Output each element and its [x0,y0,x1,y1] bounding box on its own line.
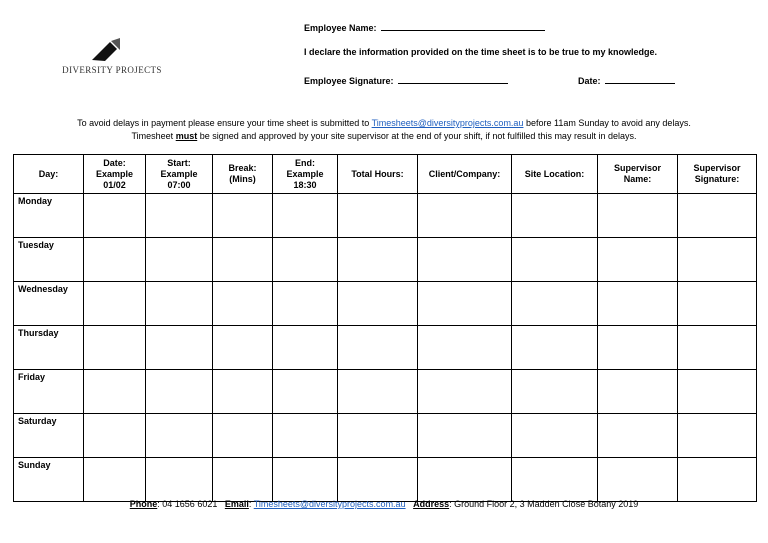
declaration-text: I declare the information provided on the time sheet is to be true to my knowledge. [304,47,658,57]
entry-cell[interactable] [598,282,678,326]
entry-cell[interactable] [598,414,678,458]
column-header: Site Location: [512,155,598,194]
entry-cell[interactable] [338,238,418,282]
column-header: Start: Example 07:00 [146,155,213,194]
table-body [14,194,757,502]
entry-cell[interactable] [598,370,678,414]
entry-cell[interactable] [678,458,757,502]
column-header: End: Example 18:30 [273,155,338,194]
employee-signature-field [304,74,508,86]
entry-cell[interactable] [146,282,213,326]
notice-text-before: To avoid delays in payment please ensure your time sheet is submitted to [77,118,370,128]
entry-cell[interactable] [84,458,146,502]
entry-cell[interactable] [512,370,598,414]
entry-cell[interactable] [418,458,512,502]
entry-cell[interactable] [146,370,213,414]
table-row [14,326,757,370]
address-text: Ground Floor 2, 3 Madden Close Botany 2019 [454,499,639,509]
entry-cell[interactable] [418,326,512,370]
company-logo [52,38,172,83]
footer-email-link[interactable]: Timesheets@diversityprojects.com.au [253,499,406,509]
entry-cell[interactable] [418,282,512,326]
entry-cell[interactable] [338,282,418,326]
entry-cell[interactable] [213,370,273,414]
column-header: Supervisor Signature: [678,155,757,194]
entry-cell[interactable] [678,414,757,458]
day-cell: Saturday [14,414,84,458]
address-label: Address [413,499,450,509]
table-row [14,238,757,282]
entry-cell[interactable] [146,238,213,282]
entry-cell[interactable] [512,238,598,282]
entry-cell[interactable] [418,194,512,238]
entry-cell[interactable] [678,238,757,282]
entry-cell[interactable] [678,282,757,326]
entry-cell[interactable] [512,458,598,502]
table-row [14,414,757,458]
day-cell: Thursday [14,326,84,370]
entry-cell[interactable] [598,194,678,238]
employee-name-label: Employee Name: [304,23,377,33]
day-cell: Monday [14,194,84,238]
entry-cell[interactable] [512,194,598,238]
entry-cell[interactable] [213,414,273,458]
date-input[interactable] [605,74,675,84]
entry-cell[interactable] [84,238,146,282]
timesheets-email-link[interactable]: Timesheets@diversityprojects.com.au [371,118,524,128]
entry-cell[interactable] [273,414,338,458]
entry-cell[interactable] [338,370,418,414]
entry-cell[interactable] [598,238,678,282]
entry-cell[interactable] [338,458,418,502]
submission-notice [0,118,768,128]
timesheet-table [13,154,757,502]
entry-cell[interactable] [273,458,338,502]
table-row [14,370,757,414]
column-header: Client/Company: [418,155,512,194]
employee-name-field [304,21,545,33]
entry-cell[interactable] [273,326,338,370]
entry-cell[interactable] [213,194,273,238]
email-label: Email [224,499,249,509]
entry-cell[interactable] [273,194,338,238]
phone-label: Phone [129,499,158,509]
employee-signature-input[interactable] [398,74,508,84]
entry-cell[interactable] [598,326,678,370]
date-field [578,74,675,86]
entry-cell[interactable] [512,326,598,370]
table-row [14,282,757,326]
entry-cell[interactable] [146,458,213,502]
day-cell: Sunday [14,458,84,502]
table-row [14,194,757,238]
day-cell: Tuesday [14,238,84,282]
table-header-row [14,155,757,194]
employee-signature-label: Employee Signature: [304,76,394,86]
entry-cell[interactable] [84,326,146,370]
entry-cell[interactable] [418,414,512,458]
date-label: Date: [578,76,601,86]
column-header: Break: (Mins) [213,155,273,194]
approval-text-after: be signed and approved by your site supervisor at the end of your shift, if not fulfilled this may result in delays. [199,131,637,141]
entry-cell[interactable] [338,194,418,238]
entry-cell[interactable] [418,370,512,414]
entry-cell[interactable] [213,458,273,502]
entry-cell[interactable] [84,282,146,326]
day-cell: Friday [14,370,84,414]
entry-cell[interactable] [213,282,273,326]
employee-name-input[interactable] [381,21,545,31]
column-header: Date: Example 01/02 [84,155,146,194]
column-header: Total Hours: [338,155,418,194]
entry-cell[interactable] [512,282,598,326]
entry-cell[interactable] [213,238,273,282]
entry-cell[interactable] [512,414,598,458]
day-cell: Wednesday [14,282,84,326]
entry-cell[interactable] [338,326,418,370]
entry-cell[interactable] [678,326,757,370]
entry-cell[interactable] [84,194,146,238]
column-header: Day: [14,155,84,194]
approval-notice [0,131,768,141]
entry-cell[interactable] [146,414,213,458]
entry-cell[interactable] [273,238,338,282]
entry-cell[interactable] [678,194,757,238]
entry-cell[interactable] [146,194,213,238]
phone-number: 04 1656 6021 [162,499,218,509]
column-header: Supervisor Name: [598,155,678,194]
approval-text-before: Timesheet [131,131,174,141]
entry-cell[interactable] [678,370,757,414]
entry-cell[interactable] [273,370,338,414]
entry-cell[interactable] [418,238,512,282]
entry-cell[interactable] [273,282,338,326]
logo-mark-icon [90,38,134,64]
approval-emphasis: must [175,131,198,141]
entry-cell[interactable] [213,326,273,370]
entry-cell[interactable] [84,370,146,414]
contact-footer: Phone: 04 1656 6021 Email: Timesheets@diversityprojects.com.au Address: Ground Floor 2, 3 Madden Close Botany 2019 [129,499,639,509]
notice-text-after: before 11am Sunday to avoid any delays. [525,118,691,128]
entry-cell[interactable] [84,414,146,458]
entry-cell[interactable] [146,326,213,370]
table-row [14,458,757,502]
entry-cell[interactable] [598,458,678,502]
entry-cell[interactable] [338,414,418,458]
logo-brand-text: DIVERSITY PROJECTS [62,65,162,75]
